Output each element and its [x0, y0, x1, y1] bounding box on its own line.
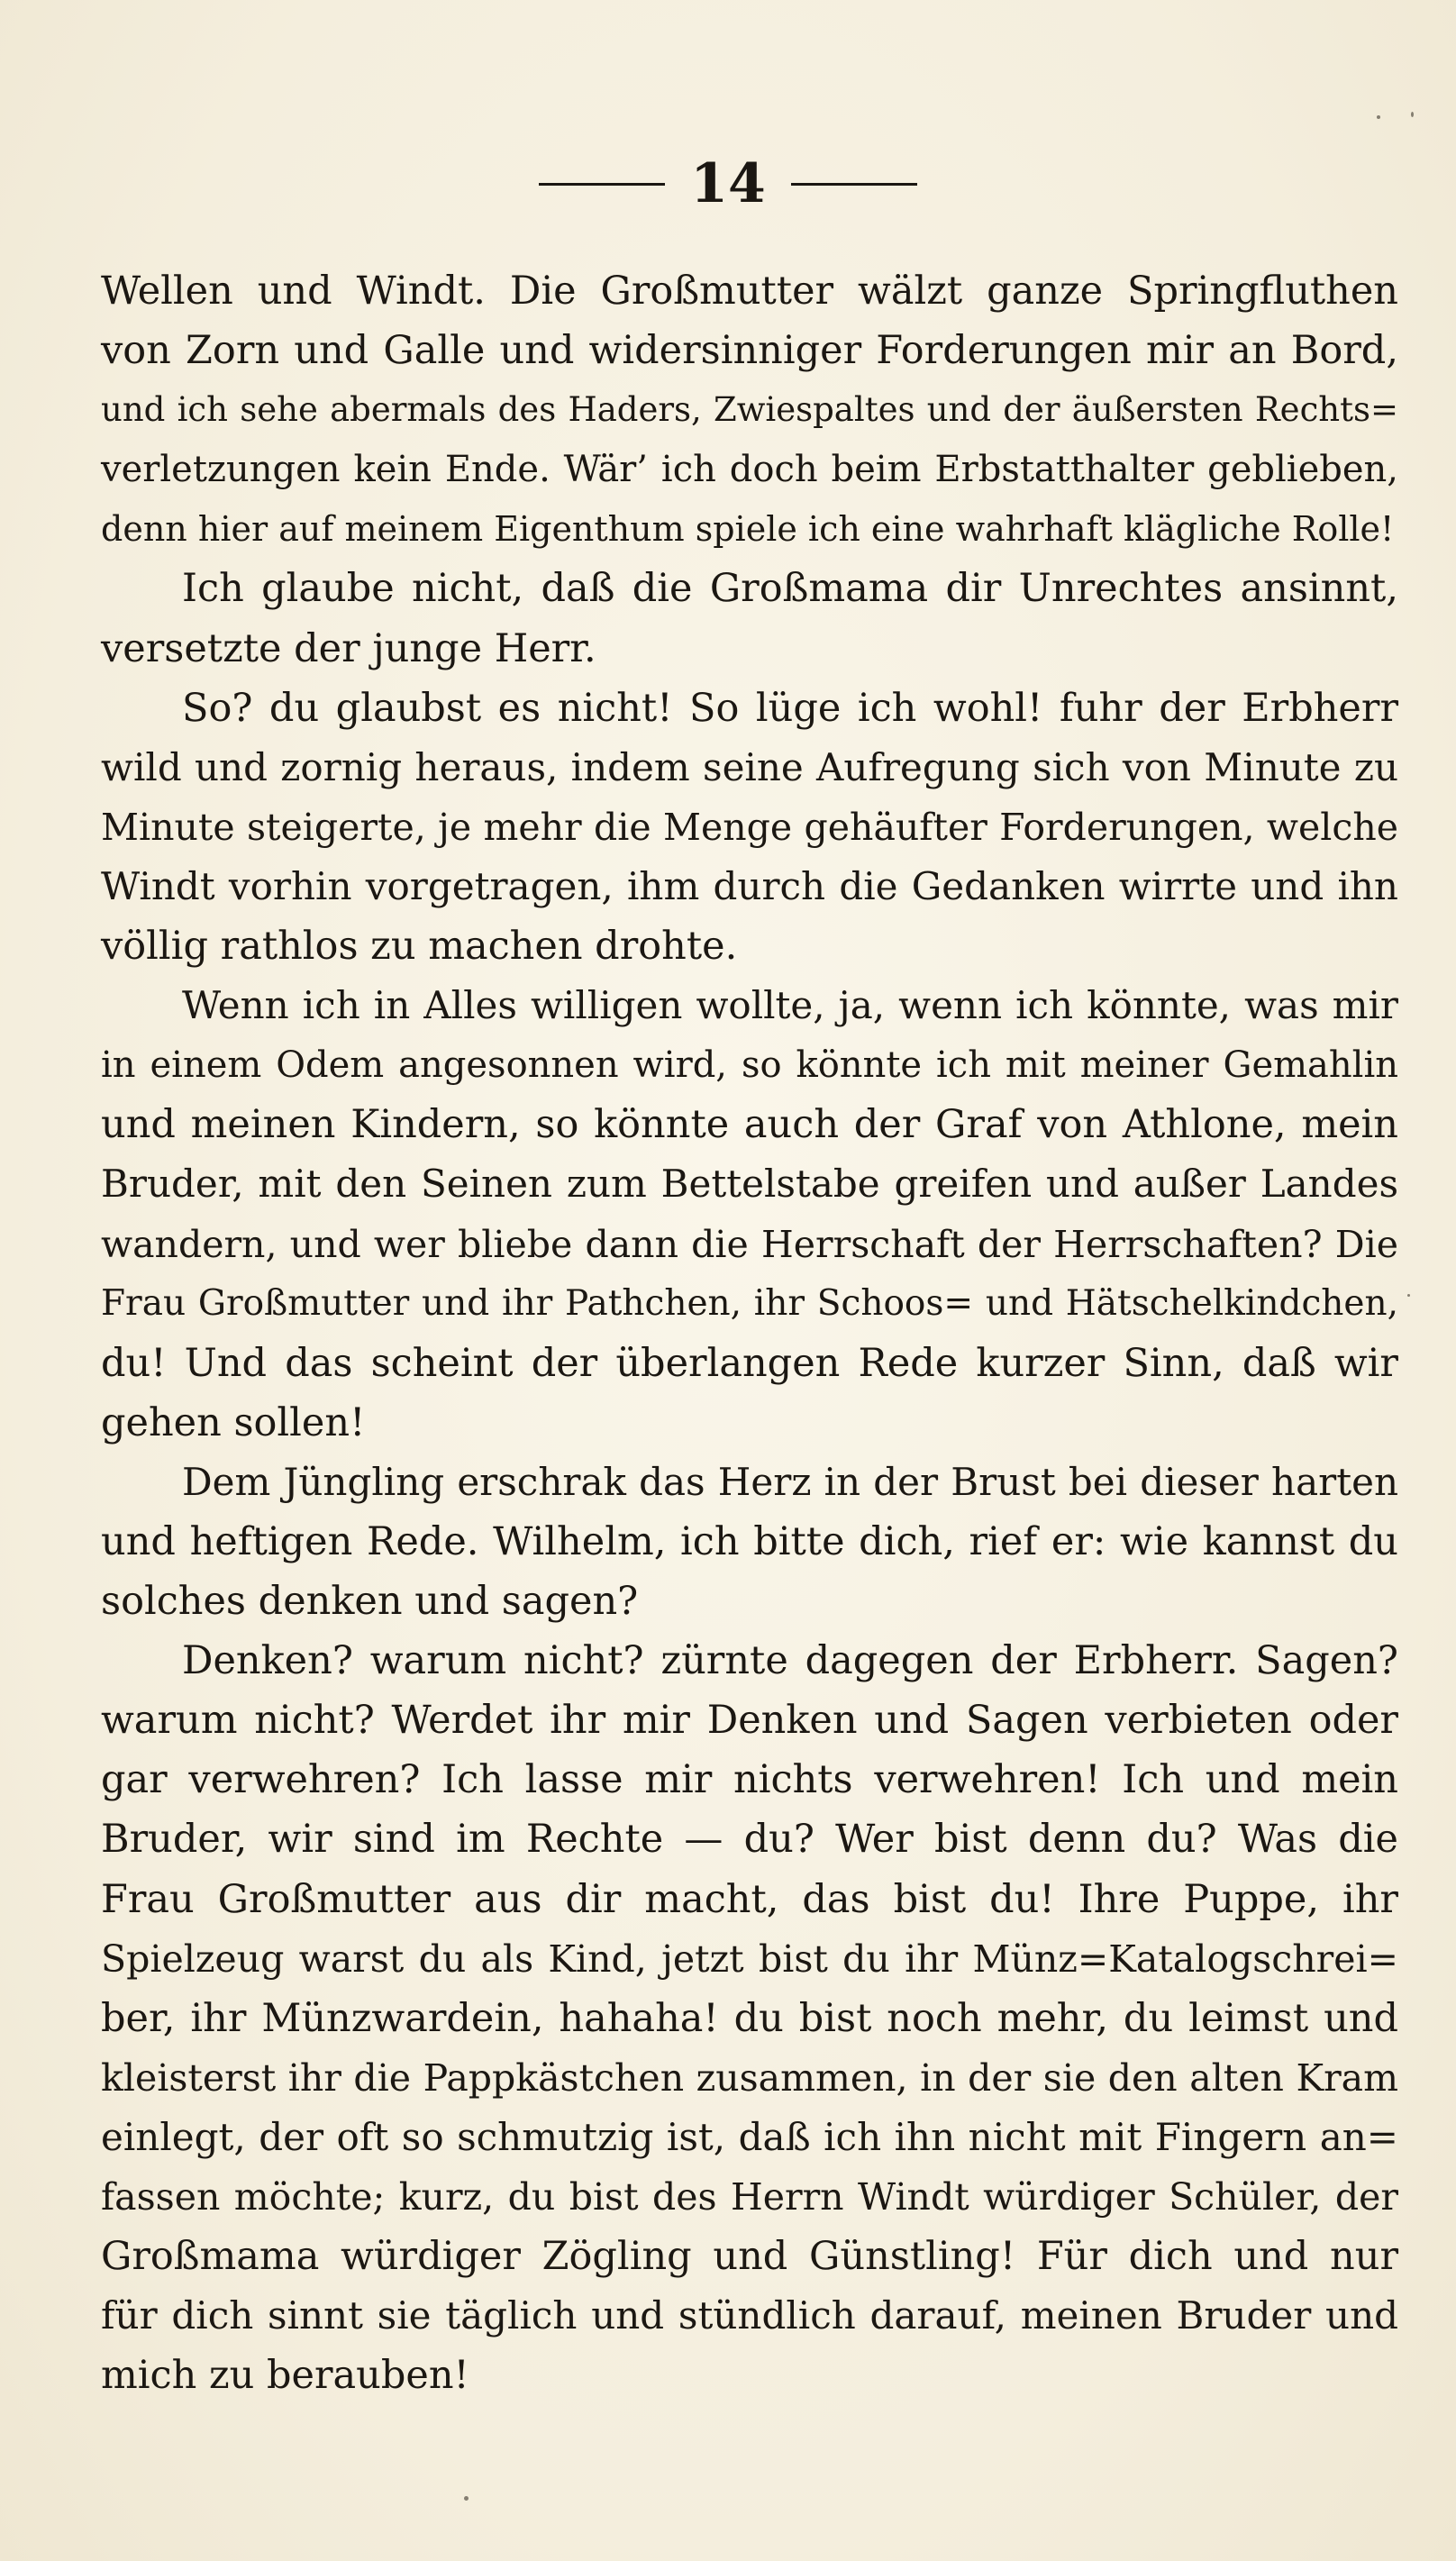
header-rule-left [539, 183, 665, 186]
print-speck [1411, 112, 1414, 117]
text-line: ber, ihr Münzwardein, hahaha! du bist noch mehr, du leimst und [101, 1995, 1398, 2041]
paragraph-start-line: Wenn ich in Alles willigen wollte, ja, wenn ich könnte, was mir [182, 983, 1398, 1028]
header-rule-right [791, 183, 917, 186]
print-speck [1407, 1294, 1410, 1297]
text-line: wild und zornig heraus, indem seine Aufregung sich von Minute zu [101, 744, 1398, 789]
text-line: von Zorn und Galle und widersinniger Forderungen mir an Bord, [101, 328, 1398, 374]
text-line: in einem Odem angesonnen wird, so könnte ich mit meiner Gemahlin [101, 1044, 1398, 1087]
text-line: Bruder, mit den Seinen zum Bettelstabe greifen und außer Landes [101, 1162, 1398, 1207]
text-line: kleisterst ihr die Pappkästchen zusammen, in der sie den alten Kram [101, 2055, 1398, 2100]
text-line: Windt vorhin vorgetragen, ihm durch die Gedanken wirrte und ihn [101, 863, 1398, 908]
text-line: wandern, und wer bliebe dann die Herrschaft der Herrschaften? Die [101, 1222, 1398, 1266]
text-line: für dich sinnt sie täglich und stündlich darauf, meinen Bruder und [101, 2293, 1398, 2338]
text-line: du! Und das scheint der überlangen Rede kurzer Sinn, daß wir [101, 1340, 1398, 1386]
text-line: Bruder, wir sind im Rechte — du? Wer bist denn du? Was die [101, 1817, 1398, 1863]
text-line: und meinen Kindern, so könnte auch der Graf von Athlone, mein [101, 1102, 1398, 1148]
text-line: Frau Großmutter und ihr Pathchen, ihr Schoos= und Hätschelkindchen, [101, 1282, 1398, 1324]
paragraph-start-line: Dem Jüngling erschrak das Herz in der Brust bei dieser harten [182, 1459, 1398, 1504]
text-line: Frau Großmutter aus dir macht, das bist du! Ihre Puppe, ihr [101, 1876, 1398, 1922]
text-line: völlig rathlos zu machen drohte. [101, 924, 738, 970]
text-line: Spielzeug warst du als Kind, jetzt bist du ihr Münz=Katalogschrei= [101, 1937, 1398, 1981]
text-line: einlegt, der oft so schmutzig ist, daß ich ihn nicht mit Fingern an= [101, 2114, 1398, 2159]
paragraph-start-line: So? du glaubst es nicht! So lüge ich wohl! fuhr der Erbherr [182, 685, 1398, 731]
text-line: verletzungen kein Ende. Wär’ ich doch beim Erbstatthalter geblieben, [101, 449, 1398, 491]
text-line: Wellen und Windt. Die Großmutter wälzt ganze Springfluthen [101, 269, 1398, 314]
paragraph-start-line: Denken? warum nicht? zürnte dagegen der Erbherr. Sagen? [182, 1638, 1398, 1684]
text-line: mich zu berauben! [101, 2353, 469, 2399]
page-header [0, 144, 1456, 220]
text-line: versetzte der junge Herr. [101, 625, 596, 671]
print-speck [1377, 115, 1380, 119]
print-speck [464, 2496, 469, 2501]
paragraph-start-line: Ich glaube nicht, daß die Großmama dir Unrechtes ansinnt, [182, 566, 1398, 612]
text-line: warum nicht? Werdet ihr mir Denken und Sagen verbieten oder [101, 1698, 1398, 1744]
text-line: gehen sollen! [101, 1399, 366, 1445]
text-line: gar verwehren? Ich lasse mir nichts verwehren! Ich und mein [101, 1757, 1398, 1803]
text-line: fassen möchte; kurz, du bist des Herrn Windt würdiger Schüler, der [101, 2175, 1398, 2219]
text-line: und ich sehe abermals des Haders, Zwiespaltes und der äußersten Rechts= [101, 390, 1398, 430]
body-text [101, 261, 1398, 2405]
page-number: 14 [690, 152, 766, 216]
text-line: Großmama würdiger Zögling und Günstling! Für dich und nur [101, 2234, 1398, 2280]
text-line: solches denken und sagen? [101, 1579, 639, 1625]
text-line: und heftigen Rede. Wilhelm, ich bitte dich, rief er: wie kannst du [101, 1518, 1398, 1564]
text-line: Minute steigerte, je mehr die Menge gehäufter Forderungen, welche [101, 805, 1398, 849]
text-line: denn hier auf meinem Eigenthum spiele ich eine wahrhaft klägliche Rolle! [101, 509, 1395, 550]
